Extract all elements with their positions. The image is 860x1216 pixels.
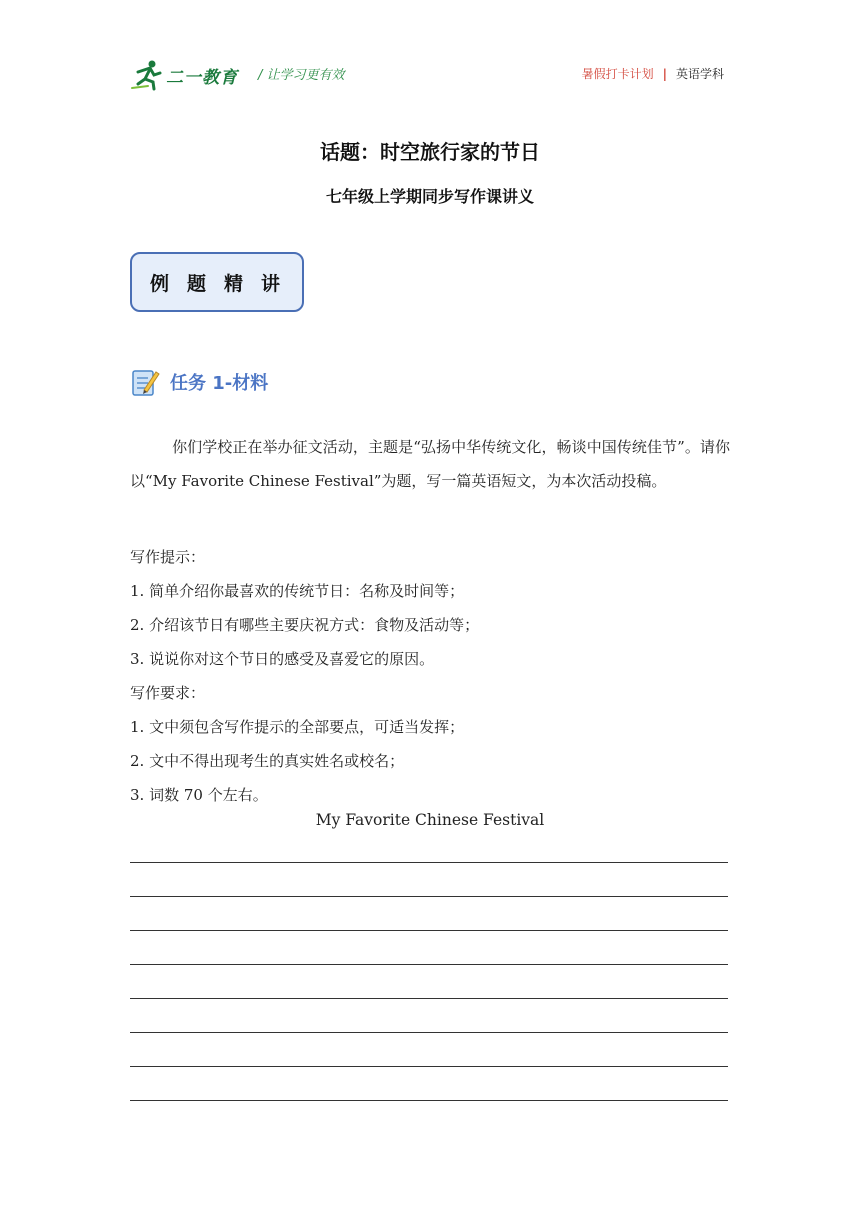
hint-item: 3. 说说你对这个节日的感受及喜爱它的原因。 bbox=[130, 650, 435, 668]
logo bbox=[130, 58, 238, 92]
hint-item: 1. 简单介绍你最喜欢的传统节日：名称及时间等； bbox=[130, 582, 465, 600]
separator: | bbox=[662, 66, 667, 81]
writing-line[interactable] bbox=[130, 930, 728, 931]
writing-line[interactable] bbox=[130, 1066, 728, 1067]
writing-line[interactable] bbox=[130, 1032, 728, 1033]
header-info bbox=[582, 65, 724, 82]
writing-line[interactable] bbox=[130, 896, 728, 897]
plan-label: 暑假打卡计划 bbox=[581, 67, 654, 81]
page-header bbox=[130, 58, 730, 98]
logo-text: 二一教育 bbox=[166, 67, 238, 88]
hints-heading: 写作提示： bbox=[130, 548, 206, 566]
task-heading bbox=[130, 366, 268, 398]
hint-item: 2. 介绍该节日有哪些主要庆祝方式：食物及活动等； bbox=[130, 616, 480, 634]
writing-line[interactable] bbox=[130, 862, 728, 863]
requirement-item: 1. 文中须包含写作提示的全部要点，可适当发挥； bbox=[130, 718, 465, 736]
essay-title: My Favorite Chinese Festival bbox=[315, 811, 545, 829]
prompt-details bbox=[130, 540, 730, 812]
writing-line[interactable] bbox=[130, 964, 728, 965]
subject-label: 英语学科 bbox=[675, 67, 724, 81]
writing-line[interactable] bbox=[130, 1100, 728, 1101]
slogan: / 让学习更有效 bbox=[258, 68, 345, 83]
requirements-heading: 写作要求： bbox=[130, 684, 206, 702]
section-label: 例题精讲 bbox=[149, 272, 298, 295]
notepad-pencil-icon bbox=[130, 366, 160, 398]
running-figure-icon bbox=[130, 58, 164, 92]
page-title: 话题：时空旅行家的节日 bbox=[320, 140, 540, 164]
prompt-intro bbox=[130, 430, 730, 498]
prompt-intro-text: 你们学校正在举办征文活动，主题是“弘扬中华传统文化，畅谈中国传统佳节”。请你以“My Favorite Chinese Festival”为题，写一篇英语短文，为本次活动投稿。 bbox=[130, 438, 730, 490]
section-label-box bbox=[130, 252, 304, 312]
task-title: 任务 1-材料 bbox=[170, 373, 269, 394]
requirement-item: 2. 文中不得出现考生的真实姓名或校名； bbox=[130, 752, 405, 770]
writing-line[interactable] bbox=[130, 998, 728, 999]
requirement-item: 3. 词数 70 个左右。 bbox=[130, 786, 268, 804]
page-subtitle: 七年级上学期同步写作课讲义 bbox=[325, 187, 534, 206]
